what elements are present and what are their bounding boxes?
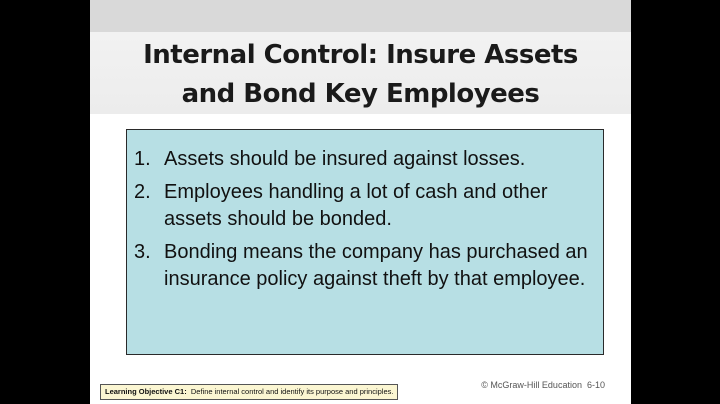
list-item-number: 2.: [134, 181, 151, 203]
slide-title: [90, 36, 631, 114]
content-box: [126, 129, 604, 355]
list-item-text: Assets should be insured against losses.: [164, 148, 526, 170]
learning-objective-text: Define internal control and identify its purpose and principles.: [190, 387, 394, 396]
list-item-number: 1.: [134, 148, 151, 170]
list-item-text: Bonding means the company has purchased an insurance policy against theft by that employee.: [164, 241, 588, 290]
list-item-number: 3.: [134, 241, 151, 263]
page-number: 6-10: [586, 380, 605, 390]
list-item-text: Employees handling a lot of cash and other assets should be bonded.: [164, 181, 548, 230]
list-item: [134, 179, 598, 233]
list-item: [134, 146, 598, 173]
list-item: [134, 239, 598, 293]
copyright-footer: [481, 379, 605, 391]
copyright-text: © McGraw-Hill Education: [481, 380, 582, 390]
slide-top-band: [90, 0, 631, 32]
slide-title-line-1: Internal Control: Insure Assets: [143, 40, 578, 70]
learning-objective-label: Learning Objective C1:: [105, 387, 187, 396]
numbered-list: [134, 146, 598, 299]
slide: [90, 0, 631, 404]
learning-objective-box: [100, 384, 398, 400]
slide-title-line-2: and Bond Key Employees: [181, 79, 540, 109]
